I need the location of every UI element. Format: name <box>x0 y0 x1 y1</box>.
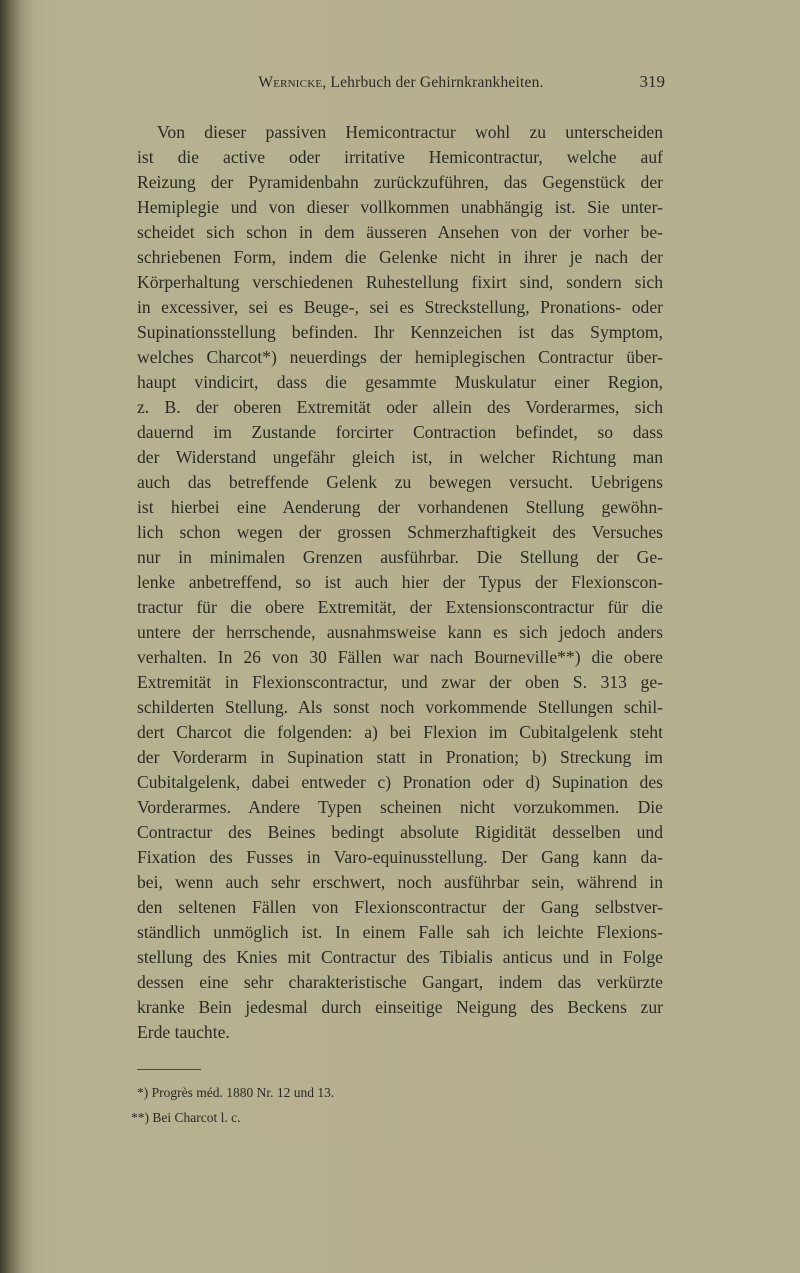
text-line: nur in minimalen Grenzen ausführbar. Die Stellung der Ge- <box>137 547 663 567</box>
text-line: Supinationsstellung befinden. Ihr Kennzeichen ist das Symptom, <box>137 322 663 342</box>
running-title <box>137 74 665 92</box>
text-line: Extremität in Flexionscontractur, und zwar der oben S. 313 ge- <box>137 672 663 692</box>
text-line: in excessiver, sei es Beuge-, sei es Streckstellung, Pronations- oder <box>137 297 663 317</box>
running-header <box>137 72 665 96</box>
header-author: Wernicke, <box>258 74 327 91</box>
text-line: den seltenen Fällen von Flexionscontractur der Gang selbstver- <box>137 897 663 917</box>
text-line: Vorderarmes. Andere Typen scheinen nicht vorzukommen. Die <box>137 797 663 817</box>
text-line: z. B. der oberen Extremität oder allein des Vorderarmes, sich <box>137 397 663 417</box>
text-line: dert Charcot die folgenden: a) bei Flexion im Cubitalgelenk steht <box>137 722 663 742</box>
header-title: Lehrbuch der Gehirnkrankheiten. <box>330 74 544 91</box>
footnote-1: *) Progrès méd. 1880 Nr. 12 und 13. <box>137 1085 335 1100</box>
text-line: ist hierbei eine Aenderung der vorhandenen Stellung gewöhn- <box>137 497 663 517</box>
page-number: 319 <box>639 72 665 91</box>
text-line: tractur für die obere Extremität, der Extensionscontractur für die <box>137 597 663 617</box>
text-line: scheidet sich schon in dem äusseren Ansehen von der vorher be- <box>137 222 663 242</box>
text-line: ist die active oder irritative Hemicontractur, welche auf <box>137 147 663 167</box>
text-line: haupt vindicirt, dass die gesammte Muskulatur einer Region, <box>137 372 663 392</box>
text-line: Reizung der Pyramidenbahn zurückzuführen, das Gegenstück der <box>137 172 663 192</box>
text-line: schilderten Stellung. Als sonst noch vorkommende Stellungen schil- <box>137 697 663 717</box>
text-line: bei, wenn auch sehr erschwert, noch ausführbar sein, während in <box>137 872 663 892</box>
footnote-divider <box>137 1069 201 1070</box>
text-line: verhalten. In 26 von 30 Fällen war nach Bourneville**) die obere <box>137 647 663 667</box>
text-line: der Vorderarm in Supination statt in Pronation; b) Streckung im <box>137 747 663 767</box>
text-line: Erde tauchte. <box>137 1022 230 1042</box>
text-line: schriebenen Form, indem die Gelenke nicht in ihrer je nach der <box>137 247 663 267</box>
text-line: dauernd im Zustande forcirter Contraction befindet, so dass <box>137 422 663 442</box>
text-line: stellung des Knies mit Contractur des Tibialis anticus und in Folge <box>137 947 663 967</box>
text-line: Körperhaltung verschiedenen Ruhestellung fixirt sind, sondern sich <box>137 272 663 292</box>
text-line: Fixation des Fusses in Varo-equinusstellung. Der Gang kann da- <box>137 847 663 867</box>
text-line: ständlich unmöglich ist. In einem Falle sah ich leichte Flexions- <box>137 922 663 942</box>
footnote-2: **) Bei Charcot l. c. <box>131 1110 241 1125</box>
text-line: der Widerstand ungefähr gleich ist, in welcher Richtung man <box>137 447 663 467</box>
text-line: Von dieser passiven Hemicontractur wohl zu unterscheiden <box>157 122 663 142</box>
text-line: welches Charcot*) neuerdings der hemiplegischen Contractur über- <box>137 347 663 367</box>
text-line: dessen eine sehr charakteristische Gangart, indem das verkürzte <box>137 972 663 992</box>
text-line: kranke Bein jedesmal durch einseitige Neigung des Beckens zur <box>137 997 663 1017</box>
text-line: lenke anbetreffend, so ist auch hier der Typus der Flexionscon- <box>137 572 663 592</box>
text-line: Hemiplegie und von dieser vollkommen unabhängig ist. Sie unter- <box>137 197 663 217</box>
text-line: auch das betreffende Gelenk zu bewegen versucht. Uebrigens <box>137 472 663 492</box>
text-line: untere der herrschende, ausnahmsweise kann es sich jedoch anders <box>137 622 663 642</box>
text-line: Cubitalgelenk, dabei entweder c) Pronation oder d) Supination des <box>137 772 663 792</box>
body-text <box>137 120 663 1045</box>
text-line: lich schon wegen der grossen Schmerzhaftigkeit des Versuches <box>137 522 663 542</box>
text-line: Contractur des Beines bedingt absolute Rigidität desselben und <box>137 822 663 842</box>
